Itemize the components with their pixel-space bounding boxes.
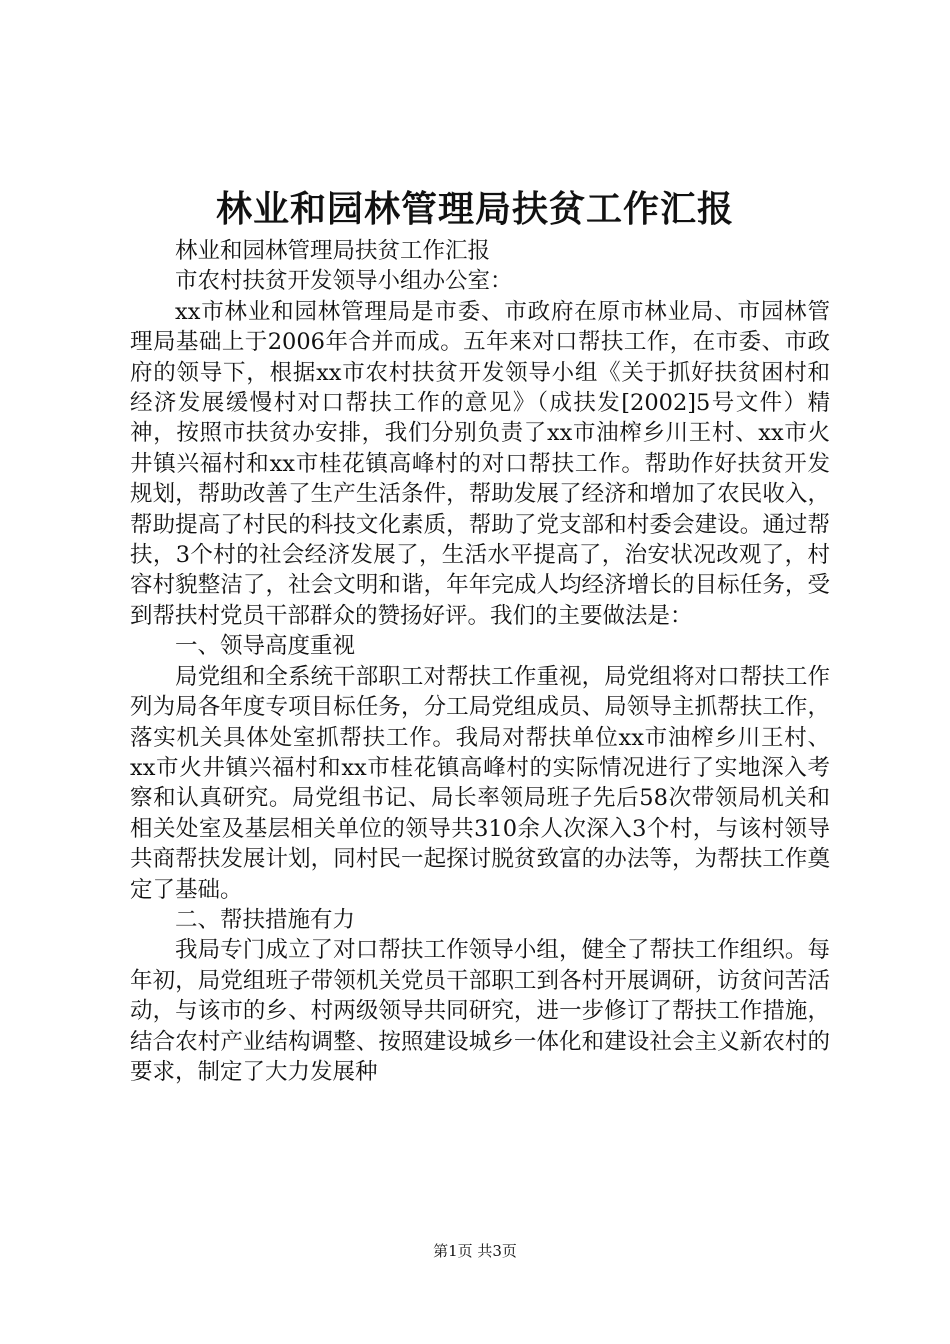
page-footer: 第1页 共3页	[433, 1242, 517, 1260]
paragraph-intro: xx市林业和园林管理局是市委、市政府在原市林业局、市园林管理局基础上于2006年合并而成。五年来对口帮扶工作，在市委、市政府的领导下，根据xx市农村扶贫开发领导小组《关于抓好扶贫困村和经济发展缓慢村对口帮扶工作的意见》（成扶发[2002]5号文件）精神，按照市扶贫办安排，我们分别负责了xx市油榨乡川王村、xx市火井镇兴福村和xx市桂花镇高峰村的对口帮扶工作。帮助作好扶贫开发规划，帮助改善了生产生活条件，帮助发展了经济和增加了农民收入，帮助提高了村民的科技文化素质，帮助了党支部和村委会建设。通过帮扶，3个村的社会经济发展了，生活水平提高了，治安状况改观了，村容村貌整洁了，社会文明和谐，年年完成人均经济增长的目标任务，受到帮扶村党员干部群众的赞扬好评。我们的主要做法是：	[130, 298, 830, 629]
document-body	[130, 236, 830, 1087]
paragraph-subtitle: 林业和园林管理局扶贫工作汇报	[175, 238, 491, 264]
section-heading-2: 二、帮扶措施有力	[175, 906, 356, 933]
document-title: 林业和园林管理局扶贫工作汇报	[215, 188, 734, 230]
paragraph-salutation: 市农村扶贫开发领导小组办公室：	[175, 268, 513, 295]
paragraph-section-1: 局党组和全系统干部职工对帮扶工作重视，局党组将对口帮扶工作列为局各年度专项目标任务，分工局党组成员、局领导主抓帮扶工作，落实机关具体处室抓帮扶工作。我局对帮扶单位xx市油榨乡川王村、xx市火井镇兴福村和xx市桂花镇高峰村的实际情况进行了实地深入考察和认真研究。局党组书记、局长率领局班子先后58次带领局机关和相关处室及基层相关单位的领导共310余人次深入3个村，与该村领导共商帮扶发展计划，同村民一起探讨脱贫致富的办法等，为帮扶工作奠定了基础。	[130, 663, 830, 903]
section-heading-1: 一、领导高度重视	[175, 633, 356, 660]
paragraph-section-2: 我局专门成立了对口帮扶工作领导小组，健全了帮扶工作组织。每年初，局党组班子带领机关党员干部职工到各村开展调研，访贫问苦活动，与该市的乡、村两级领导共同研究，进一步修订了帮扶工作措施，结合农村产业结构调整、按照建设城乡一体化和建设社会主义新农村的要求，制定了大力发展种	[130, 937, 830, 1085]
